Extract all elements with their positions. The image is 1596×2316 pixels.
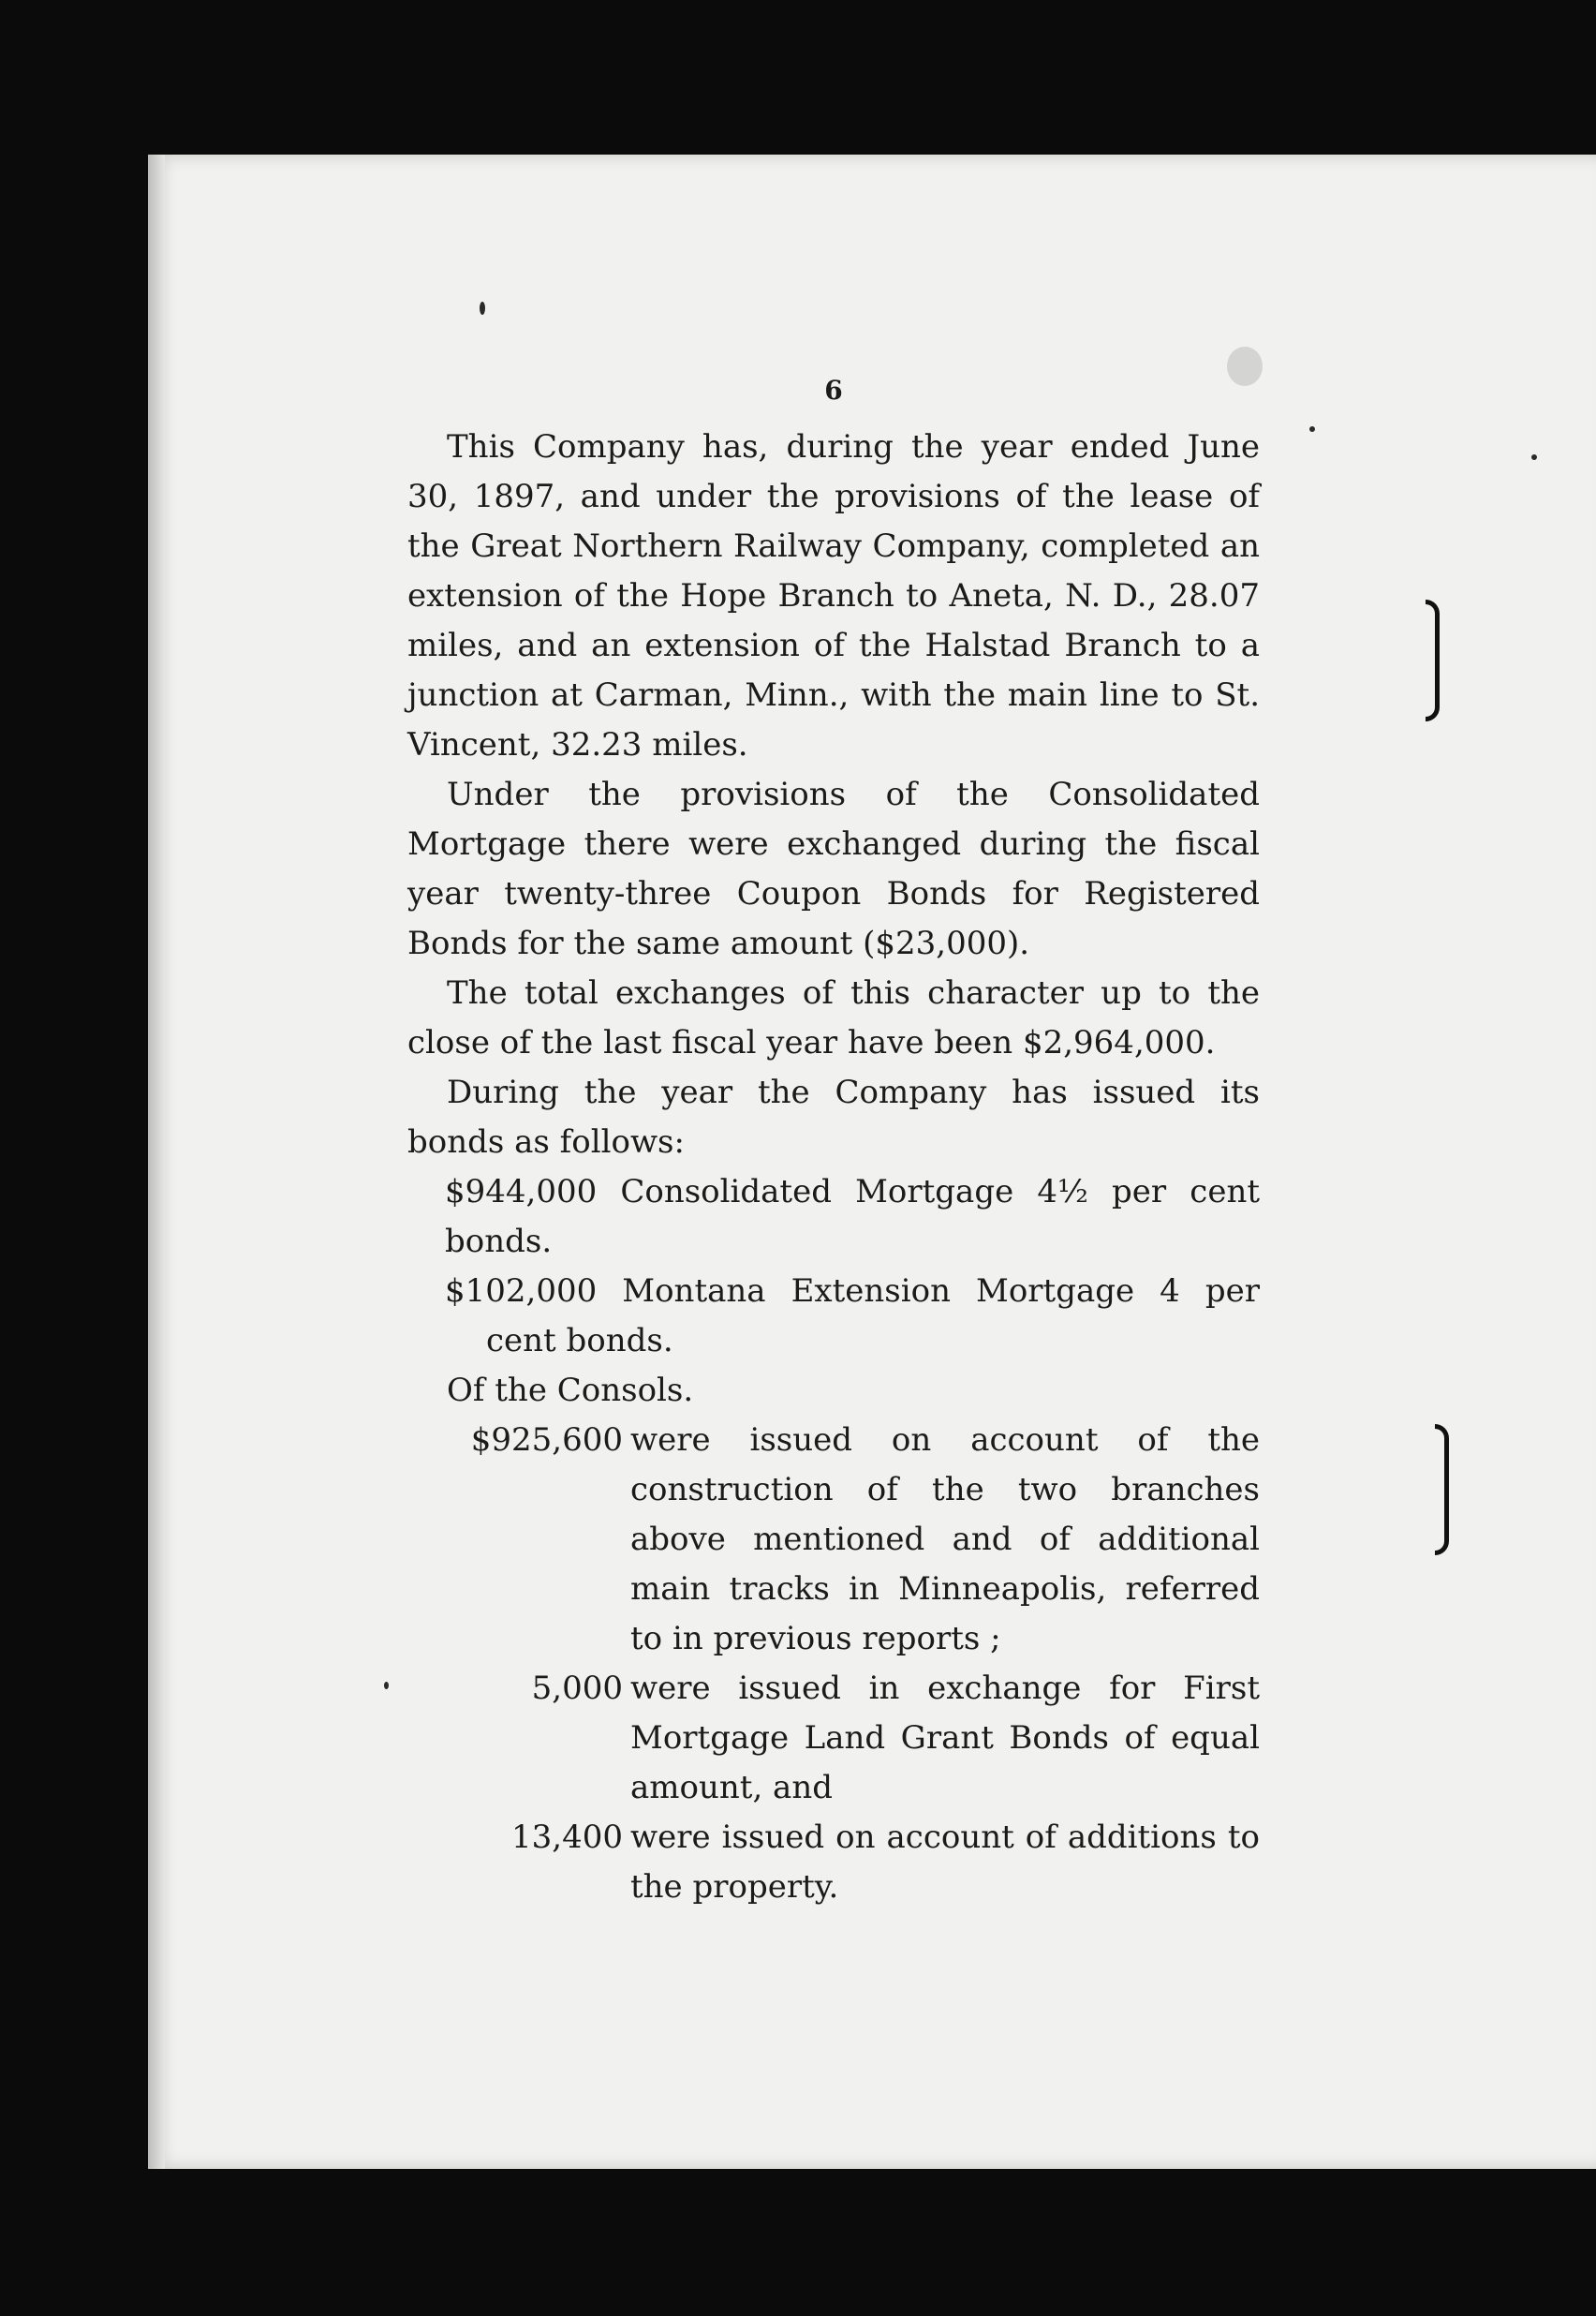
paragraph-exchanges: Under the provisions of the Consolidated Mortgage there were exchanged during the fiscal year twenty-three Coupon Bonds for Registered Bonds for the same amount ($23,000). <box>407 776 1260 962</box>
consol-item <box>407 1664 1260 1813</box>
consol-amount: 13,400 <box>511 1819 623 1856</box>
consols-heading: Of the Consols. <box>447 1372 694 1409</box>
consol-item <box>407 1813 1260 1912</box>
consol-description: were issued in exchange for First Mortgage Land Grant Bonds of equal amount, and <box>630 1670 1260 1806</box>
speck <box>384 1682 389 1689</box>
binding-mark-top <box>1426 600 1440 721</box>
consol-amount: $925,600 <box>470 1421 623 1459</box>
speck <box>480 302 485 315</box>
bond-montana: $102,000 Montana Extension Mortgage 4 per cent bonds. <box>445 1272 1260 1359</box>
speck <box>1531 454 1537 460</box>
binding-mark-bottom <box>1435 1424 1449 1555</box>
consol-description: were issued on account of the construction of the two branches above mentioned and of additional main tracks in Minneapolis, referred to in previous reports ; <box>630 1421 1260 1657</box>
paragraph-bonds-issued: During the year the Company has issued its bonds as follows: <box>407 1074 1260 1161</box>
paragraph-extensions: This Company has, during the year ended June 30, 1897, and under the provisions of the lease of the Great Northern Railway Company, completed an extension of the Hope Branch to Aneta, N. D., 28.07 miles, and an extension of the Halstad Branch to a junction at Carman, Minn., with the main line to St. Vincent, 32.23 miles. <box>407 428 1260 764</box>
consol-amount: 5,000 <box>531 1670 623 1707</box>
paragraph-total-exchanges: The total exchanges of this character up to the close of the last fiscal year have been $2,964,000. <box>407 974 1260 1062</box>
page-number: 6 <box>824 375 843 406</box>
consol-description: were issued on account of additions to the property. <box>630 1819 1260 1906</box>
speck <box>1309 426 1315 432</box>
document-text <box>407 365 1260 1912</box>
bond-consolidated: $944,000 Consolidated Mortgage 4½ per cent bonds. <box>445 1173 1260 1260</box>
page-edge <box>148 155 165 2169</box>
consol-item <box>407 1416 1260 1664</box>
